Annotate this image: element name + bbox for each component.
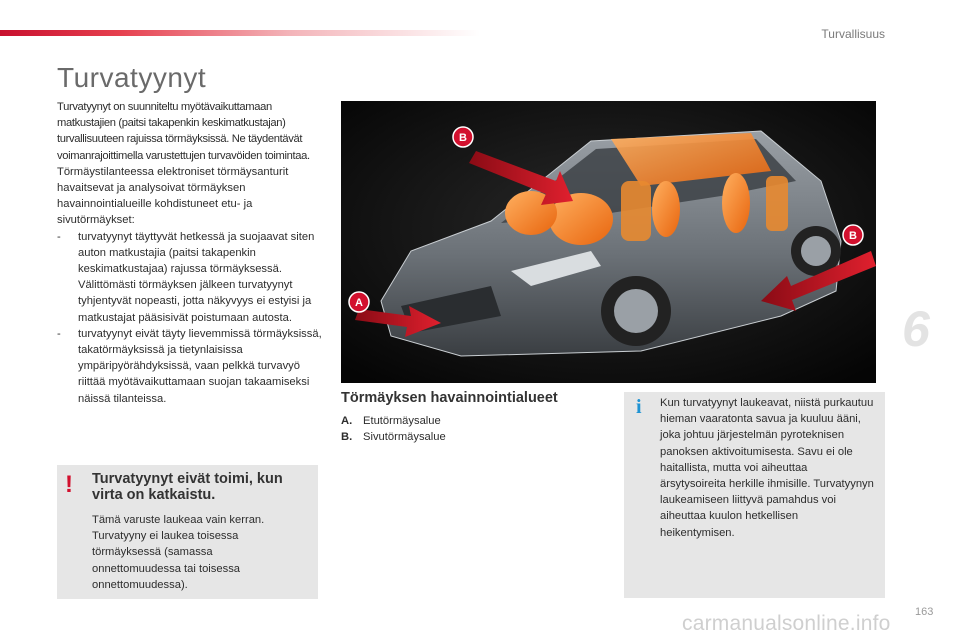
list-item — [57, 326, 322, 407]
section-title: Turvallisuus — [821, 27, 885, 41]
intro-text — [57, 99, 322, 407]
warning-box — [57, 465, 318, 599]
chapter-number: 6 — [902, 301, 930, 357]
intro-paragraph-1: Turvatyynyt on suunniteltu myötävaikuttamaan matkustajien (paitsi takapenkin keskimatkustajan) turvallisuuteen rajuissa törmäyksissä. Ne täydentävät voimanrajoittimella varustettujen turvavöiden toimintaa. — [57, 101, 310, 162]
airbag-side-rear — [722, 173, 750, 233]
page-number: 163 — [915, 606, 934, 618]
seat — [621, 181, 651, 241]
zones-title: Törmäyksen havainnointialueet — [341, 390, 558, 406]
bullet-dash: - — [57, 327, 61, 340]
intro-paragraph-2: Törmäystilanteessa elektroniset törmäysanturit havaitsevat ja analysoivat törmäyksen havainnointialueille kohdistuneet etu- ja sivutörmäykset: — [57, 165, 289, 227]
seat — [766, 176, 788, 231]
label-b-top: B — [459, 132, 467, 144]
bullet-text: turvatyynyt eivät täyty lievemmissä törmäyksissä, takatörmäyksissä ja tietynlaisissa ympäripyörähdyksissä, vaan pelkkä turvavyö riittää myötävaikuttamaan suojan takaamiseksi näissä tilanteissa. — [78, 327, 322, 405]
bullet-dash: - — [57, 230, 61, 243]
zone-key: B. — [341, 431, 353, 444]
exclamation-icon: ! — [65, 471, 73, 498]
watermark: carmanualsonline.info — [682, 612, 891, 635]
car-airbag-diagram — [341, 101, 876, 383]
page-title: Turvatyynyt — [57, 62, 207, 93]
info-text: Kun turvatyynyt laukeavat, niistä purkautuu hieman vaaratonta savua ja kuuluu ääni, joka johtuu järjestelmän pyroteknisen panoksen aktivoitumisesta. Savu ei ole haitallista, mutta voi aiheuttaa ärsytysoireita herkille ihmisille. Turvatyynyn laukeamiseen liittyvä pamahdus voi aiheuttaa kuulon hetkellisen heikentymisen. — [660, 397, 874, 539]
label-b-right: B — [849, 230, 857, 242]
intro-bullet-list — [57, 229, 322, 407]
zone-label: Etutörmäysalue — [363, 415, 441, 427]
warning-title: Turvatyynyt eivät toimi, kun virta on katkaistu. — [92, 471, 283, 503]
list-item — [341, 413, 446, 429]
list-item — [341, 429, 446, 445]
list-item — [57, 229, 322, 326]
airbag-side-front — [652, 181, 680, 237]
airbag-car-illustration — [341, 101, 876, 383]
zones-list — [341, 413, 446, 445]
top-accent-bar — [0, 30, 480, 36]
bullet-text: turvatyynyt täyttyvät hetkessä ja suojaavat siten auton matkustajia (paitsi takapenkin keskimatkustajaa) rajussa törmäyksessä. Välittömästi törmäyksen jälkeen turvatyynyt tyhjentyvät nopeasti, jotta näkyvyys ei estyisi ja matkustajat pääsisivät poistumaan autosta. — [78, 230, 315, 324]
zone-key: A. — [341, 415, 353, 427]
warning-text: Tämä varuste laukeaa vain kerran. Turvatyyny ei laukea toisessa törmäyksessä (samassa onnettomuudessa tai toisessa onnettomuudessa). — [92, 514, 265, 591]
info-icon: i — [636, 396, 642, 418]
label-a: A — [355, 297, 363, 309]
info-box — [624, 392, 885, 598]
zone-label: Sivutörmäysalue — [363, 431, 446, 444]
